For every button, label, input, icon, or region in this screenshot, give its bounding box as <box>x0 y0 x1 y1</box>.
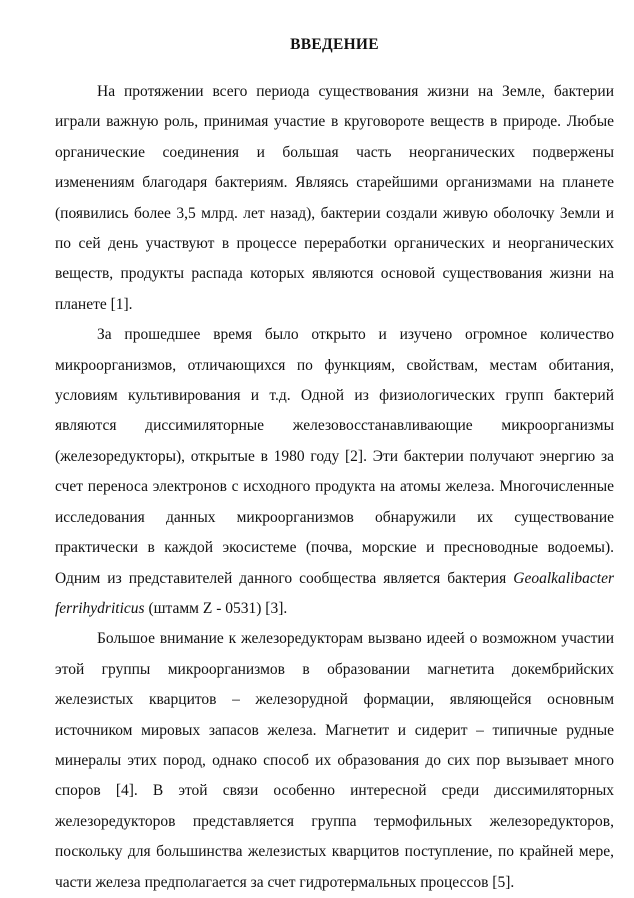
section-title: ВВЕДЕНИЕ <box>290 36 379 53</box>
paragraph-2-text-before: За прошедшее время было открыто и изучено огромное количество микроорганизмов, отличающихся по функциям, свойствам, местам обитания, условиям культивирования и т.д. Одной из физиологических групп бактерий являются диссимиляторные железовосстанавливающие микроорганизмы (железоредукторы), открытые в 1980 году [2]. Эти бактерии получают энергию за счет переноса электронов с исходного продукта на атомы железа. Многочисленные исследования данных микроорганизмов обнаружили их существование практически в каждой экосистеме (почва, морские и пресноводные водоемы). Одним из представителей данного сообщества является бактерия <box>55 326 614 587</box>
paragraph-3: Большое внимание к железоредукторам вызвано идеей о возможном участии этой группы микроорганизмов в образовании магнетита докембрийских железистых кварцитов – железорудной формации, являющейся основным источником мировых запасов железа. Магнетит и сидерит – типичные рудные минералы этих пород, однако способ их образования до сих пор вызывает много споров [4]. В этой связи особенно интересной среди диссимиляторных железоредукторов представляется группа термофильных железоредукторов, поскольку для большинства железистых кварцитов поступление, по крайней мере, части железа предполагается за счет гидротермальных процессов [5]. <box>55 630 614 891</box>
paragraph-1: На протяжении всего периода существования жизни на Земле, бактерии играли важную роль, принимая участие в круговороте веществ в природе. Любые органические соединения и большая часть неорганических подвержены изменениям благодаря бактериям. Являясь старейшими организмами на планете (появились более 3,5 млрд. лет назад), бактерии создали живую оболочку Земли и по сей день участвуют в процессе переработки органических и неорганических веществ, продукты распада которых являются основой существования жизни на планете [1]. <box>55 83 614 313</box>
paragraph-2-text-after: (штамм Z - 0531) [3]. <box>144 599 288 617</box>
paragraph-2 <box>55 320 614 624</box>
species-name: Geoalkalibacter ferrihydriticus <box>55 569 614 617</box>
